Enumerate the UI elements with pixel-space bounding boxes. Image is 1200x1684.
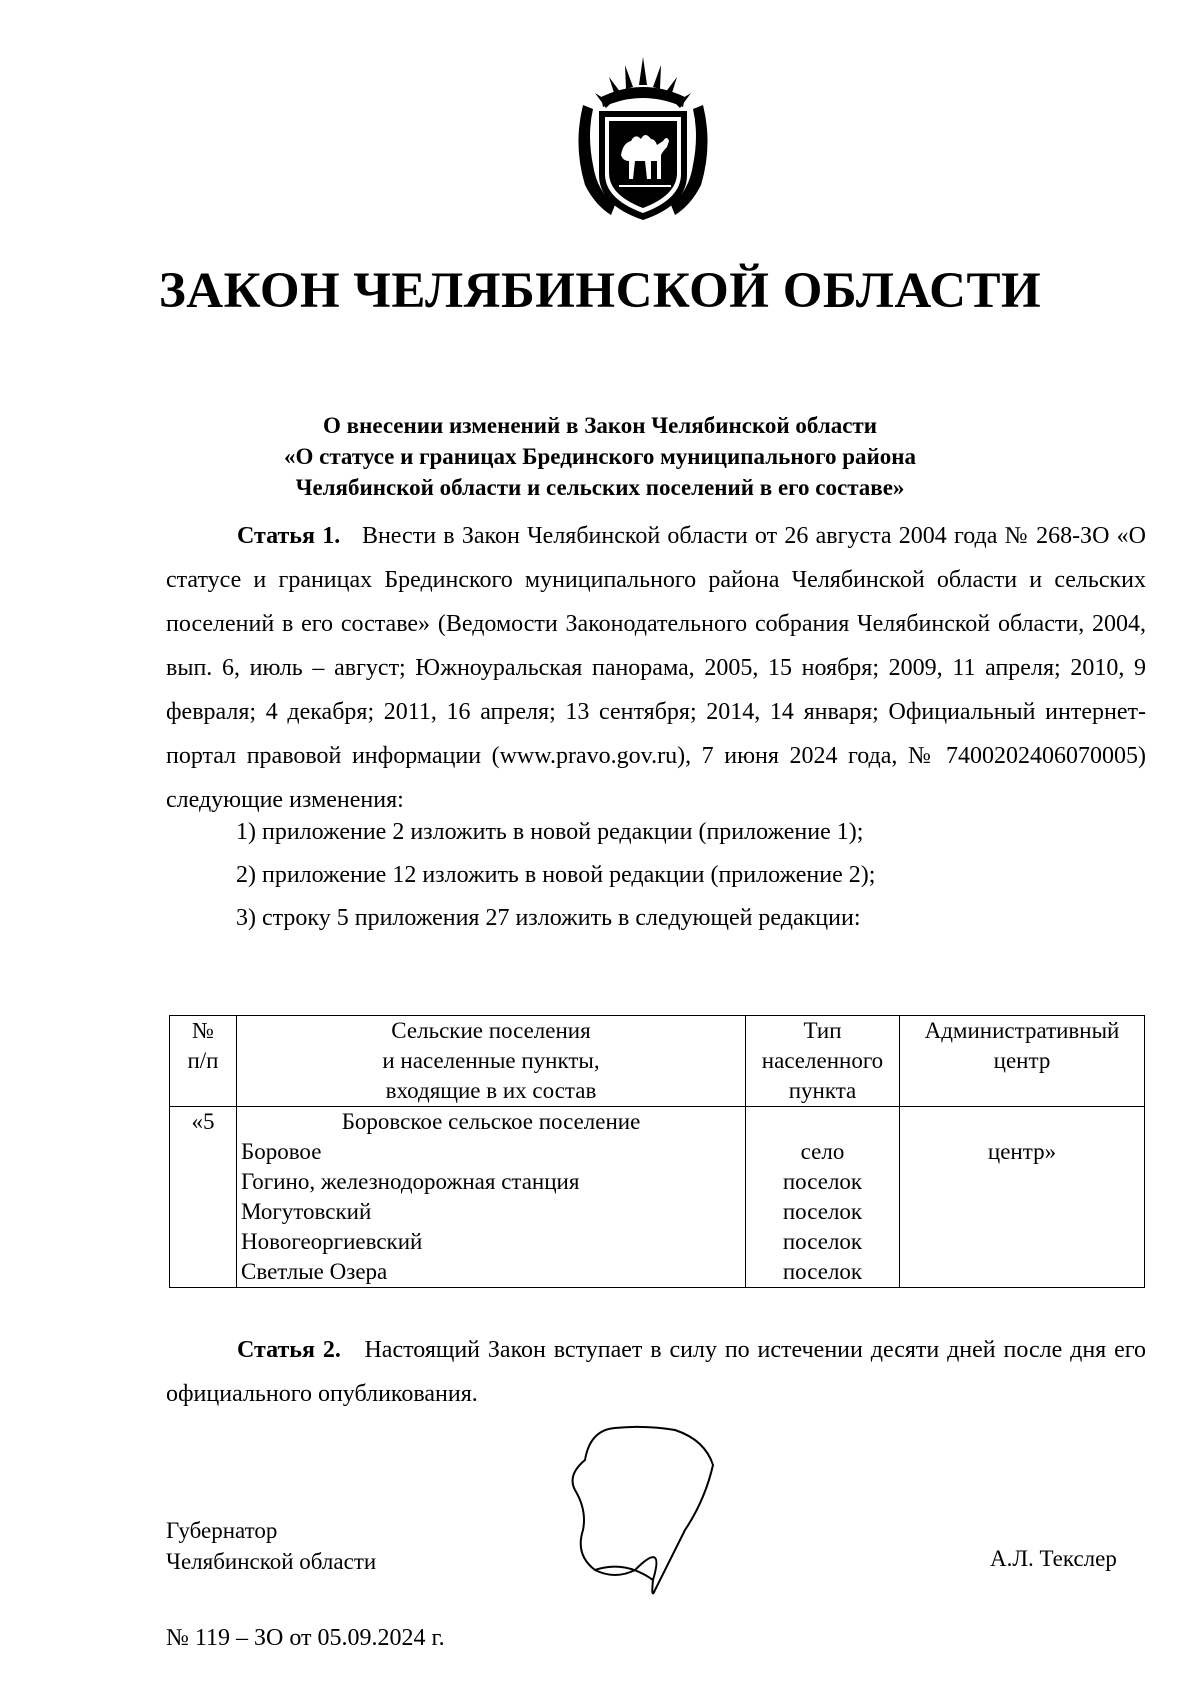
governor-name: А.Л. Текслер <box>990 1546 1117 1571</box>
place-type: поселок <box>782 1169 863 1194</box>
place-type: поселок <box>782 1199 863 1224</box>
header-text: Тип <box>803 1018 842 1043</box>
header-text: Сельские поселения <box>391 1018 591 1043</box>
law-subtitle <box>0 410 1200 503</box>
table-header-row <box>170 1016 1145 1107</box>
header-text: пункта <box>788 1078 857 1103</box>
place-type: поселок <box>782 1259 863 1284</box>
header-text: населенного <box>761 1048 884 1073</box>
article-2-paragraph <box>166 1328 1146 1416</box>
governor-title-line: Губернатор <box>166 1518 278 1543</box>
header-name <box>237 1016 746 1107</box>
header-admin <box>900 1016 1145 1107</box>
header-text: Административный <box>924 1018 1120 1043</box>
header-text: п/п <box>187 1048 219 1073</box>
header-text: и населенные пункты, <box>382 1048 600 1073</box>
place-type: поселок <box>782 1229 863 1254</box>
row-admin <box>900 1107 1145 1288</box>
article-1-label: Статья 1. <box>237 523 341 549</box>
article-1-paragraph <box>166 514 1146 822</box>
subtitle-line: Челябинской области и сельских поселений в его составе» <box>295 475 905 500</box>
subtitle-line: О внесении изменений в Закон Челябинской области <box>323 413 877 438</box>
row-type <box>746 1107 900 1288</box>
settlement-name: Боровское сельское поселение <box>341 1109 641 1134</box>
governor-title-line: Челябинской области <box>166 1549 377 1574</box>
row-num: «5 <box>170 1107 237 1288</box>
article-2-label: Статья 2. <box>237 1337 341 1363</box>
place-type: село <box>800 1139 845 1164</box>
row-name <box>237 1107 746 1288</box>
place-name: Боровое <box>241 1139 322 1164</box>
handwritten-signature <box>555 1420 725 1610</box>
coat-of-arms-emblem <box>571 55 715 225</box>
place-name: Могутовский <box>241 1199 372 1224</box>
place-name: Гогино, железнодорожная станция <box>241 1169 580 1194</box>
place-name: Светлые Озера <box>241 1259 388 1284</box>
table-row <box>170 1107 1145 1288</box>
header-num <box>170 1016 237 1107</box>
article-1-text: Внести в Закон Челябинской области от 26 августа 2004 года № 268-ЗО «О статусе и границах Брединского муниципального района Челябинской области и сельских поселений в его составе» (Ведомости Законодательного собрания Челябинской области, 2004, вып. 6, июль – август; Южноуральская панорама, 2005, 15 ноября; 2009, 11 апреля; 2010, 9 февраля; 4 декабря; 2011, 16 апреля; 13 сентября; 2014, 14 января; Официальный интернет-портал правовой информации (www.pravo.gov.ru), 7 июня 2024 года, № 7400202406070005) следующие изменения: <box>166 523 1146 813</box>
header-type <box>746 1016 900 1107</box>
settlement-table <box>169 1015 1145 1288</box>
amendment-item-2: 2) приложение 12 изложить в новой редакции (приложение 2); <box>236 862 876 888</box>
law-number: № 119 – ЗО от 05.09.2024 г. <box>166 1625 445 1651</box>
page-title: ЗАКОН ЧЕЛЯБИНСКОЙ ОБЛАСТИ <box>158 263 1042 319</box>
place-name: Новогеоргиевский <box>241 1229 423 1254</box>
amendment-item-3: 3) строку 5 приложения 27 изложить в следующей редакции: <box>236 905 861 931</box>
header-text: входящие в их состав <box>385 1078 597 1103</box>
header-text: № <box>192 1018 214 1043</box>
subtitle-line: «О статусе и границах Брединского муниципального района <box>284 444 916 469</box>
admin-center: центр» <box>987 1139 1057 1164</box>
article-2-text: Настоящий Закон вступает в силу по истечении десяти дней после дня его официального опубликования. <box>166 1337 1146 1407</box>
governor-title <box>166 1515 376 1577</box>
header-text: центр <box>993 1048 1051 1073</box>
amendment-item-1: 1) приложение 2 изложить в новой редакции (приложение 1); <box>236 819 864 845</box>
